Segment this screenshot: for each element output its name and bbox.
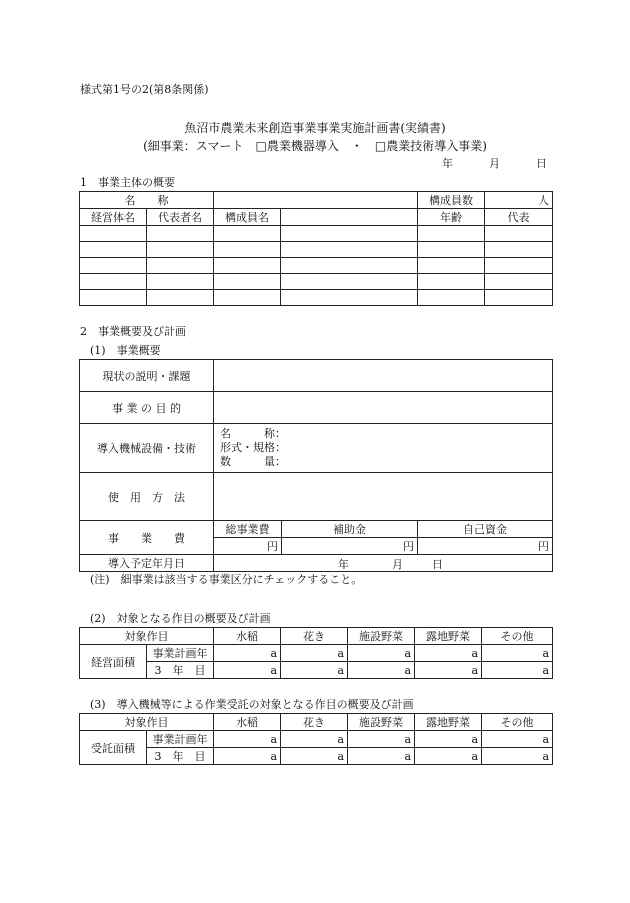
col-representative: 代表 xyxy=(485,209,553,226)
table-row xyxy=(80,258,553,274)
purpose-value[interactable] xyxy=(214,392,553,424)
project-overview-table xyxy=(79,359,553,572)
members-count-label: 構成員数 xyxy=(418,192,485,209)
table-row xyxy=(80,226,553,242)
section2-1-heading: (1) 事業概要 xyxy=(90,344,161,357)
equipment-spec-label: 形式・規格： xyxy=(220,441,286,454)
col-member-name: 構成員名 xyxy=(214,209,281,226)
total-cost-unit[interactable]: 円 xyxy=(214,538,282,555)
third-year-label: 3 年 目 xyxy=(147,748,214,765)
subsidy-unit[interactable]: 円 xyxy=(282,538,418,555)
col-representative-name: 代表者名 xyxy=(147,209,214,226)
third-year-label: 3 年 目 xyxy=(147,662,214,679)
crop-flowers: 花き xyxy=(281,628,348,645)
members-count-unit: 人 xyxy=(485,192,553,209)
name-label: 名 称 xyxy=(80,192,214,209)
purpose-label: 事 業 の 目 的 xyxy=(80,392,214,424)
table-row: 3 年 目 a a a a a xyxy=(80,748,553,765)
crop-field-veg: 露地野菜 xyxy=(415,714,482,731)
note: (注) 細事業は該当する事業区分にチェックすること。 xyxy=(90,573,363,586)
schedule-year: 年 xyxy=(338,558,349,571)
contract-area-label: 受託面積 xyxy=(80,731,147,765)
name-value[interactable] xyxy=(214,192,418,209)
crop-rice: 水稲 xyxy=(214,628,281,645)
section1-heading: 1 事業主体の概要 xyxy=(80,176,175,189)
crop-other: その他 xyxy=(482,628,553,645)
subsidy-label: 補助金 xyxy=(282,521,418,538)
document-title: 魚沼市農業未来創造事業事業実施計画書(実績書) xyxy=(184,121,446,135)
equipment-label: 導入機械設備・技術 xyxy=(80,424,214,473)
current-situation-value[interactable] xyxy=(214,360,553,392)
own-funds-label: 自己資金 xyxy=(418,521,553,538)
business-entity-table xyxy=(79,191,553,306)
own-funds-unit[interactable]: 円 xyxy=(418,538,553,555)
equipment-qty-label: 数 量： xyxy=(220,455,286,468)
document-subtitle: (細事業：スマート □農業機器導入 ・ □農業技術導入事業) xyxy=(143,139,487,153)
usage-label: 使 用 方 法 xyxy=(80,473,214,521)
crop-field-veg: 露地野菜 xyxy=(415,628,482,645)
schedule-month: 月 xyxy=(392,558,403,571)
total-cost-label: 総事業費 xyxy=(214,521,282,538)
crop-greenhouse-veg: 施設野菜 xyxy=(348,628,415,645)
table-row xyxy=(80,274,553,290)
date-year: 年 xyxy=(442,157,453,170)
form-number: 様式第1号の2(第8条関係) xyxy=(80,83,209,96)
crop-other: その他 xyxy=(482,714,553,731)
current-situation-label: 現状の説明・課題 xyxy=(80,360,214,392)
contract-crop-table xyxy=(79,713,553,765)
plan-year-label: 事業計画年 xyxy=(147,731,214,748)
crop-rice: 水稲 xyxy=(214,714,281,731)
cost-label: 事 業 費 xyxy=(80,521,214,555)
crop-greenhouse-veg: 施設野菜 xyxy=(348,714,415,731)
table-row: 経営面積 事業計画年 a a a a a xyxy=(80,645,553,662)
table-row: 受託面積 事業計画年 a a a a a xyxy=(80,731,553,748)
col-age: 年齢 xyxy=(418,209,485,226)
section2-3-heading: (3) 導入機械等による作業受託の対象となる作目の概要及び計画 xyxy=(90,698,414,711)
crop-label: 対象作目 xyxy=(80,628,214,645)
usage-value[interactable] xyxy=(214,473,553,521)
table-row xyxy=(80,290,553,306)
date-month: 月 xyxy=(489,157,500,170)
schedule-value[interactable] xyxy=(214,555,553,572)
area-label: 経営面積 xyxy=(80,645,147,679)
schedule-day: 日 xyxy=(432,558,443,571)
table-row xyxy=(80,242,553,258)
equipment-details[interactable] xyxy=(214,424,553,473)
col-entity-name: 経営体名 xyxy=(80,209,147,226)
plan-year-label: 事業計画年 xyxy=(147,645,214,662)
section2-2-heading: (2) 対象となる作目の概要及び計画 xyxy=(90,612,271,625)
crop-label: 対象作目 xyxy=(80,714,214,731)
crop-flowers: 花き xyxy=(281,714,348,731)
equipment-name-label: 名 称： xyxy=(220,427,286,440)
crop-plan-table xyxy=(79,627,553,679)
schedule-label: 導入予定年月日 xyxy=(80,555,214,572)
date-day: 日 xyxy=(536,157,547,170)
section2-heading: 2 事業概要及び計画 xyxy=(80,325,186,338)
table-row: 3 年 目 a a a a a xyxy=(80,662,553,679)
